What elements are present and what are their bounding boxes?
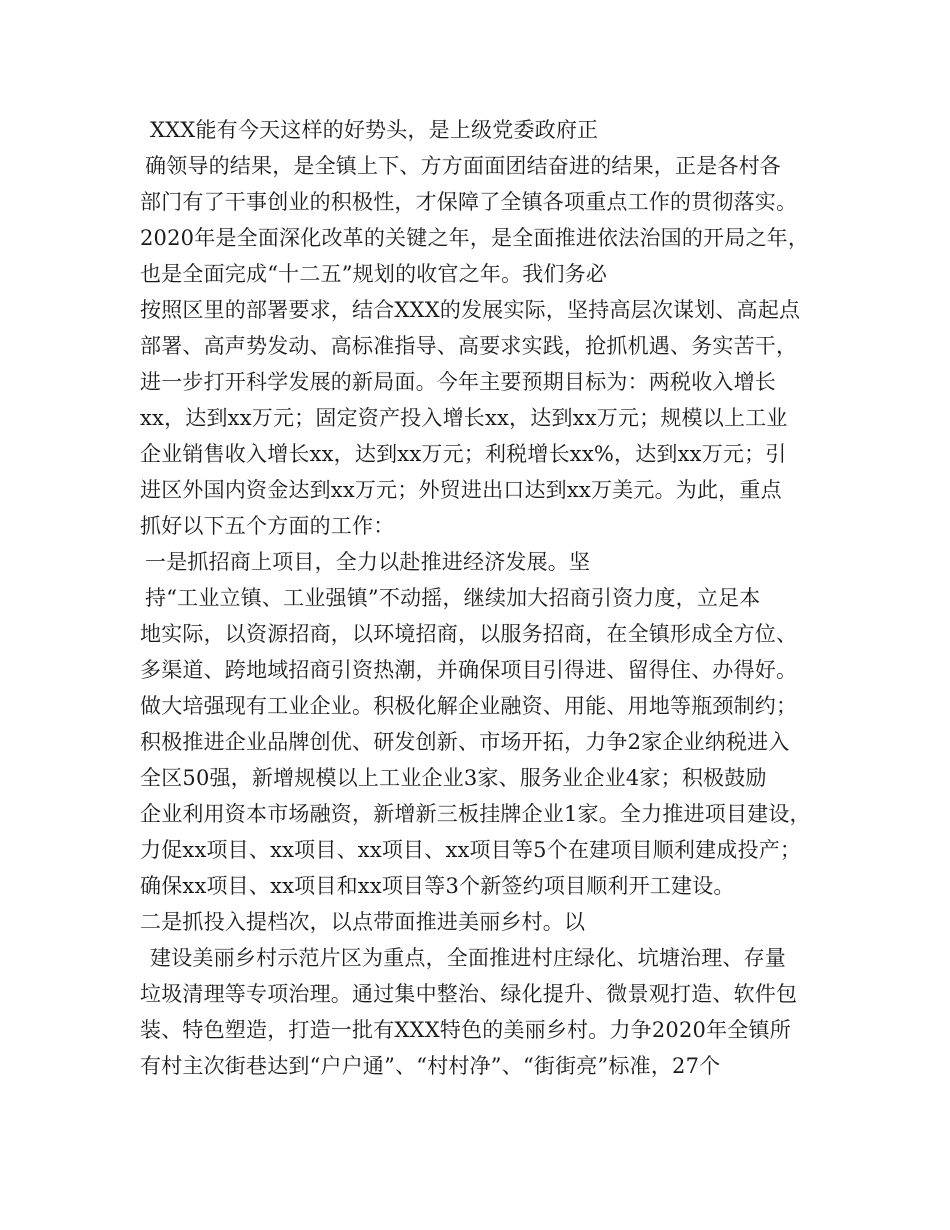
text-line: 多渠道、跨地域招商引资热潮，并确保项目引得进、留得住、办得好。 — [140, 658, 798, 682]
section-heading-2: 二是抓投入提档次，以点带面推进美丽乡村。以 — [140, 910, 586, 934]
text-line: 企业利用资本市场融资，新增新三板挂牌企业1家。全力推进项目建设， — [140, 802, 811, 826]
text-line: 装、特色塑造，打造一批有XXX特色的美丽乡村。力争2020年全镇所 — [140, 1018, 791, 1042]
text-line: XXX能有今天这样的好势头，是上级党委政府正 — [150, 118, 599, 142]
text-line: 垃圾清理等专项治理。通过集中整治、绿化提升、微景观打造、软件包 — [140, 982, 798, 1006]
text-line: 确领导的结果，是全镇上下、方方面面团结奋进的结果，正是各村各 — [145, 154, 781, 178]
text-line: 2020年是全面深化改革的关键之年，是全面推进依法治国的开局之年， — [140, 226, 810, 250]
text-line: 按照区里的部署要求，结合XXX的发展实际，坚持高层次谋划、高起点 — [140, 298, 801, 322]
text-line: 做大培强现有工业企业。积极化解企业融资、用能、用地等瓶颈制约； — [140, 694, 798, 718]
text-line: 有村主次街巷达到“户户通”、“村村净”、“街街亮”标准，27个 — [140, 1054, 721, 1078]
text-line: 进区外国内资金达到xx万元；外贸进出口达到xx万美元。为此，重点 — [140, 478, 782, 502]
text-line: 抓好以下五个方面的工作： — [140, 514, 395, 538]
text-line: 部门有了干事创业的积极性，才保障了全镇各项重点工作的贯彻落实。 — [140, 190, 798, 214]
text-line: 积极推进企业品牌创优、研发创新、市场开拓，力争2家企业纳税进入 — [140, 730, 790, 754]
text-line: 力促xx项目、xx项目、xx项目、xx项目等5个在建项目顺利建成投产； — [140, 838, 802, 862]
text-line: 进一步打开科学发展的新局面。今年主要预期目标为：两税收入增长 — [140, 370, 776, 394]
text-line: 企业销售收入增长xx，达到xx万元；利税增长xx%，达到xx万元；引 — [140, 442, 787, 466]
text-line: 地实际，以资源招商，以环境招商，以服务招商，在全镇形成全方位、 — [140, 622, 798, 646]
text-line: 确保xx项目、xx项目和xx项目等3个新签约项目顺利开工建设。 — [140, 874, 735, 898]
section-heading-1: 一是抓招商上项目，全力以赴推进经济发展。坚 — [145, 550, 591, 574]
text-line: 全区50强，新增规模以上工业企业3家、服务业企业4家；积极鼓励 — [140, 766, 767, 790]
text-line: 建设美丽乡村示范片区为重点，全面推进村庄绿化、坑塘治理、存量 — [150, 946, 786, 970]
text-line: 持“工业立镇、工业强镇”不动摇，继续加大招商引资力度，立足本 — [145, 586, 761, 610]
text-line: 部署、高声势发动、高标准指导、高要求实践，抢抓机遇、务实苦干， — [140, 334, 798, 358]
body-text — [140, 112, 840, 1084]
text-line: xx，达到xx万元；固定资产投入增长xx，达到xx万元；规模以上工业 — [140, 406, 788, 430]
text-line: 也是全面完成“十二五”规划的收官之年。我们务必 — [140, 262, 608, 286]
